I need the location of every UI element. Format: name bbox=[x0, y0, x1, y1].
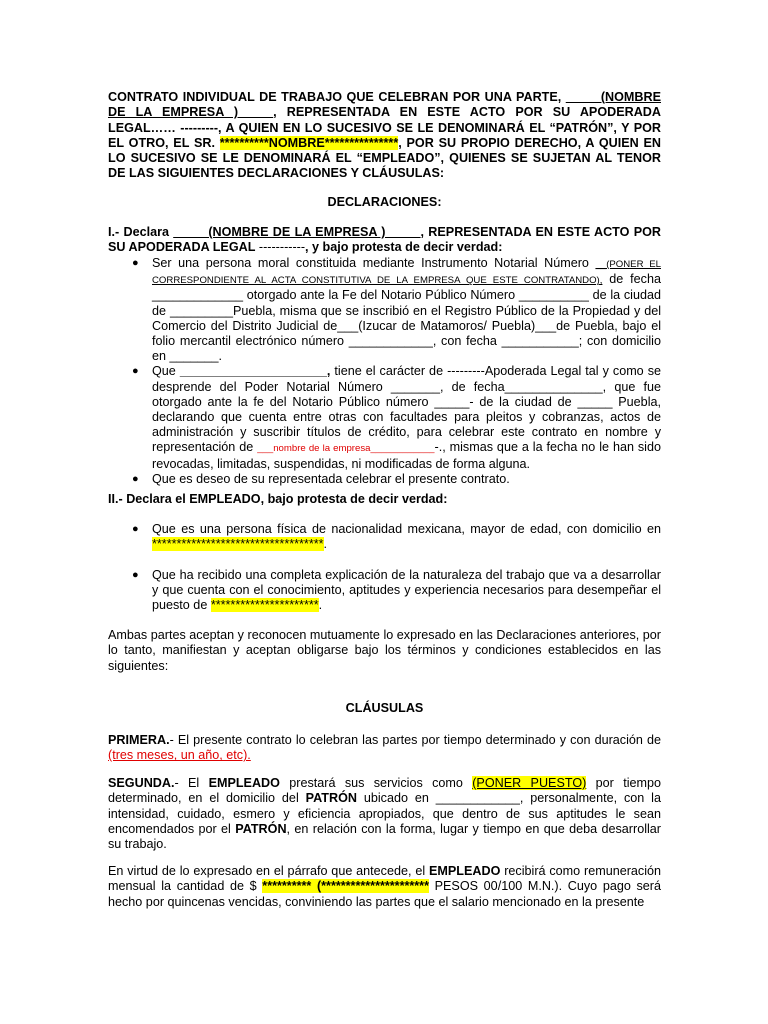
heading-text-3: , POR SU PROPIO DERECHO, A QUIEN EN LO SUCESIVO SE LE DENOMINARÁ EL “EMPLEADO”, QUIENES SE SUJETAN AL TENOR DE LAS SIGUIENTES DECLARACIONES Y CLÁUSULAS: bbox=[108, 135, 661, 181]
section-ii-bullet-1 bbox=[108, 522, 661, 552]
paragraph-text: PESOS 00/100 M.N.). Cuyo pago será hecho por quincenas vencidas, conviniendo las partes que el salario mencionado en la presente bbox=[108, 879, 661, 909]
patron-term: PATRÓN bbox=[235, 821, 287, 836]
bullet-text: de fecha _____________ otorgado ante la Fe del Notario Público Número __________ de la ciudad de _________Puebla, misma que se inscribió en el Registro Público de la Propiedad y del Comercio del Distrito Judicial de___(Izucar de Matamoros/ Puebla)___de Puebla, bajo el folio mercantil electrónico número ____________, con fecha ___________; con domicilio en _______. bbox=[152, 272, 661, 364]
bullet-text: Ser una persona moral constituida mediante Instrumento Notarial Número bbox=[152, 256, 596, 270]
clausulas-title: CLÁUSULAS bbox=[345, 701, 424, 715]
section-i-bullets bbox=[108, 256, 661, 487]
bullet-text: Que es una persona física de nacionalidad mexicana, mayor de edad, con domicilio en bbox=[152, 522, 661, 536]
clause-text: por tiempo determinado, en el domicilio del bbox=[108, 776, 661, 806]
section-i-label: I.- Declara bbox=[108, 225, 174, 239]
puesto-placeholder: (PONER PUESTO) bbox=[472, 776, 587, 790]
clause-text: ubicado en ____________, personalmente, con la intensidad, cuidado, esmero y eficiencia apropiados, que dentro de sus aptitudes le sean encomendados por el bbox=[108, 791, 661, 836]
bullet-icon: ● bbox=[132, 472, 139, 485]
bullet-text: . bbox=[323, 537, 328, 552]
employee-name-placeholder: **********NOMBRE*************** bbox=[219, 135, 399, 150]
bullet-icon: ● bbox=[132, 569, 139, 581]
clause-primera bbox=[108, 733, 661, 764]
employee-term: EMPLEADO bbox=[208, 776, 280, 790]
declaraciones-title: DECLARACIONES: bbox=[327, 195, 442, 209]
bullet-item-5 bbox=[108, 568, 661, 614]
paragraph-text: recibirá como remuneración mensual la cantidad de $ bbox=[108, 864, 662, 894]
company-name-placeholder: _____(NOMBRE DE LA EMPRESA )_____ bbox=[108, 90, 661, 120]
bullet-text: Que es deseo de su representada celebrar el presente contrato. bbox=[152, 471, 510, 486]
clause-text: - El bbox=[174, 776, 209, 790]
bullet-text: -. bbox=[434, 440, 443, 455]
clause-label: PRIMERA. bbox=[108, 733, 170, 747]
representative-blank: _____________________, bbox=[179, 364, 331, 379]
paragraph-text: En virtud de lo expresado en el párrafo que antecede, el bbox=[108, 864, 429, 878]
contract-heading bbox=[108, 90, 661, 182]
heading-text: CONTRATO INDIVIDUAL DE TRABAJO QUE CELEBRAN POR UNA PARTE, bbox=[108, 90, 566, 104]
ambas-paragraph: Ambas partes aceptan y reconocen mutuamente lo expresado en las Declaraciones anteriores, por lo tanto, manifiestan y aceptan obligarse bajo los términos y condiciones establecidos en las siguientes: bbox=[108, 628, 661, 673]
address-placeholder: *********************************** bbox=[152, 537, 324, 552]
bullet-icon: ● bbox=[132, 365, 139, 378]
salary-paragraph bbox=[108, 864, 661, 910]
section-ii-bullet-2 bbox=[108, 568, 661, 614]
bullet-icon: ● bbox=[132, 523, 139, 535]
bullet-text: , mismas que a la fecha no le han sido revocadas, limitadas, suspendidas, ni modificadas de forma alguna. bbox=[152, 440, 661, 471]
heading-text-2: , REPRESENTADA EN ESTE ACTO POR SU APODERADA LEGAL…… ---------, A QUIEN EN LO SUCESIVO SE LE DENOMINARÁ EL “PATRÓN”, Y POR EL OTRO, EL SR. bbox=[108, 105, 661, 150]
bullet-item-4 bbox=[108, 522, 661, 552]
section-i-text: , REPRESENTADA EN ESTE ACTO POR SU APODERADA LEGAL bbox=[108, 225, 662, 255]
bullet-text: . bbox=[318, 598, 323, 613]
bullet-icon: ● bbox=[132, 257, 139, 269]
bullet-text: Que bbox=[152, 364, 180, 379]
bullet-item-3 bbox=[108, 472, 661, 487]
section-i-heading bbox=[108, 225, 661, 256]
position-placeholder: ********************** bbox=[210, 598, 319, 613]
section-ii-heading bbox=[108, 492, 661, 507]
company-name-red: ___nombre de la empresa____________ bbox=[257, 443, 435, 455]
clause-text: , en relación con la forma, lugar y tiempo en que deba desarrollar su trabajo. bbox=[108, 821, 661, 852]
section-i-protest: , y bajo protesta de decir verdad: bbox=[305, 240, 503, 255]
bullet-item-1 bbox=[108, 256, 661, 364]
salary-placeholder: ********** (********************** bbox=[262, 879, 429, 894]
bullet-item-2 bbox=[108, 364, 661, 471]
acta-placeholder: __(PONER EL CORRESPONDIENTE AL ACTA CONSTITUTIVA DE LA EMPRESA QUE ESTE CONTRATANDO), bbox=[152, 259, 661, 287]
section-i-dashes: ----------- bbox=[255, 240, 306, 255]
clause-label: SEGUNDA. bbox=[108, 776, 175, 790]
bullet-text: tiene el carácter de ---------Apoderada Legal tal y como se desprende del Poder Notarial Número _______, de fecha______________, que fue otorgado ante la fe del Notario Público número _____- de la ciudad de _____ Puebla, declarando que cuenta entre otras con facultades para pleitos y cobranzas, actos de administración y suscribir títulos de crédito, para celebrar este contrato en nombre y representación de bbox=[152, 364, 661, 455]
section-ii-label: II.- Declara el EMPLEADO bbox=[108, 492, 261, 506]
employee-term: EMPLEADO bbox=[429, 864, 501, 878]
clause-text: - El presente contrato lo celebran las partes por tiempo determinado y con duración de bbox=[169, 733, 661, 747]
patron-term: PATRÓN bbox=[305, 791, 357, 806]
bullet-text: Que ha recibido una completa explicación de la naturaleza del trabajo que va a desarrollar y que cuenta con el conocimiento, aptitudes y experiencia necesarios para desempeñar el puesto de bbox=[152, 568, 661, 613]
clause-text: prestará sus servicios como bbox=[279, 776, 473, 790]
section-i-company: _____(NOMBRE DE LA EMPRESA )_____ bbox=[173, 225, 421, 239]
duration-placeholder: (tres meses, un año, etc). bbox=[108, 748, 251, 763]
clause-segunda bbox=[108, 776, 661, 852]
section-ii-protest: , bajo protesta de decir verdad: bbox=[260, 492, 448, 506]
